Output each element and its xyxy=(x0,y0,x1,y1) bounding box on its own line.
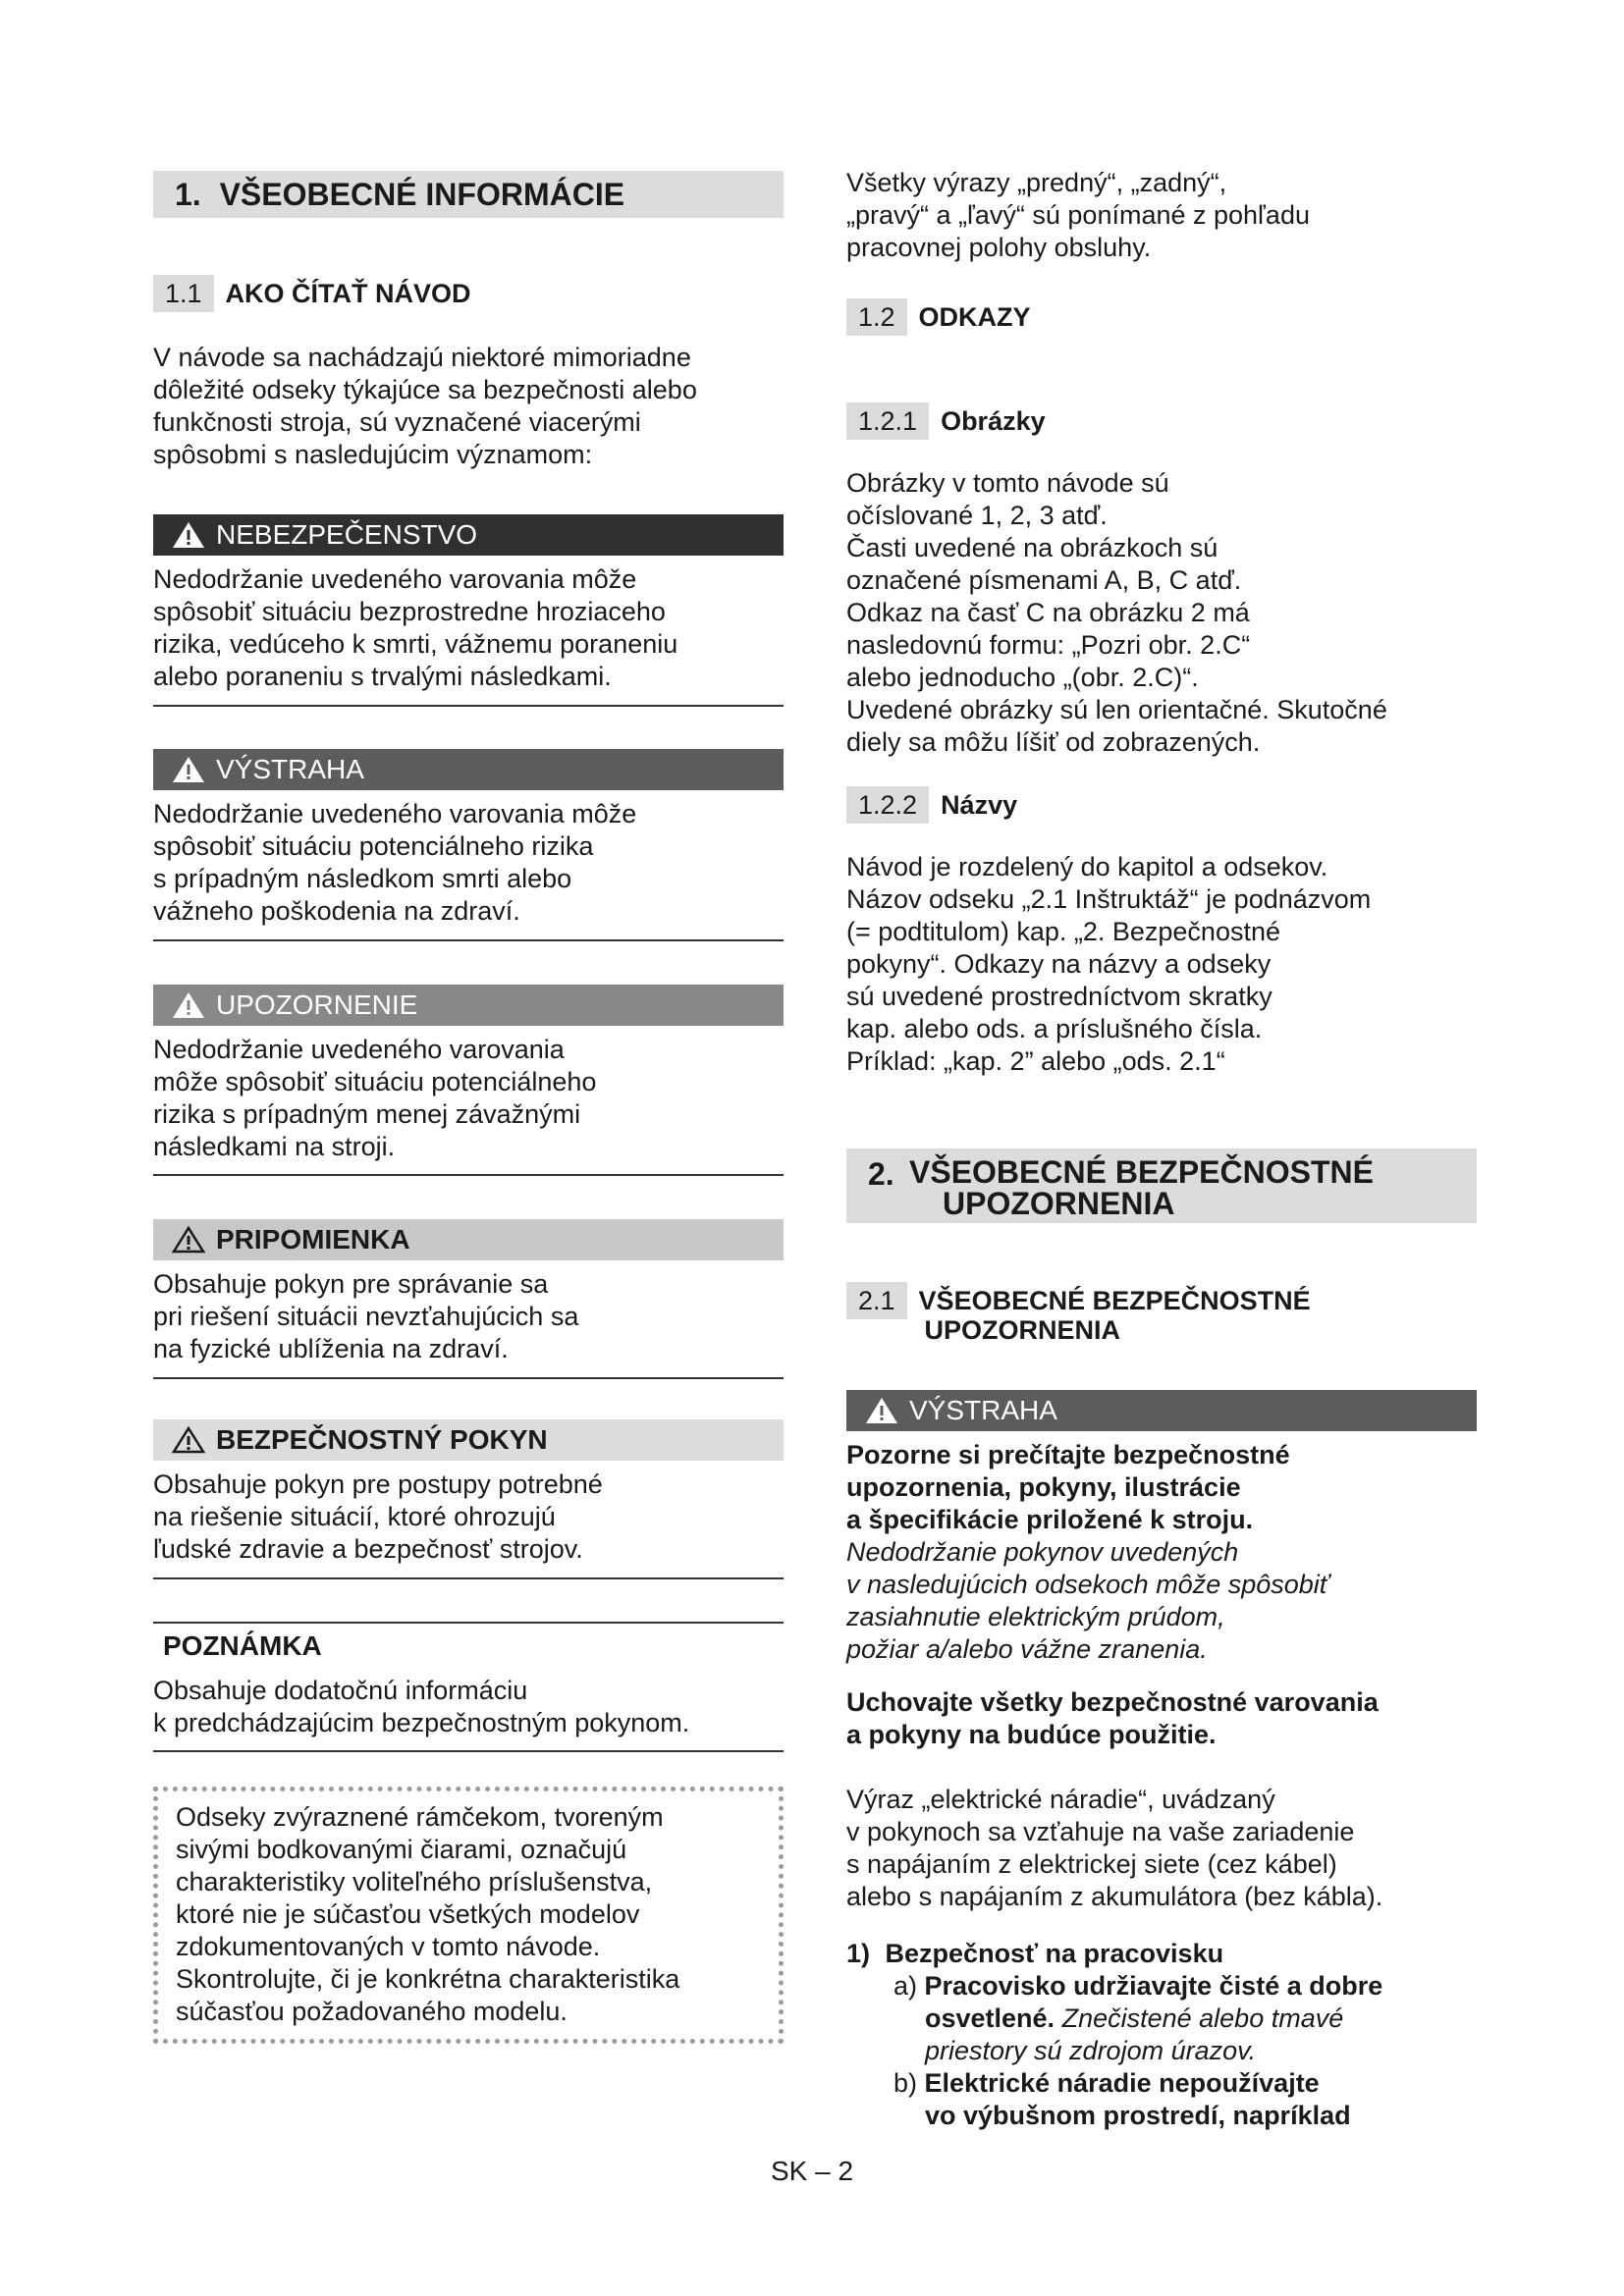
list-heading-workplace: 1) Bezpečnosť na pracovisku xyxy=(846,1939,1224,1968)
optional-feature-box: Odseky zvýraznené rámčekom, tvoreným sivými bodkovanými čiarami, označujú charakteristiky voliteľného príslušenstva, ktoré nie je súčasťou všetkých modelov zdokumentovaných v tomto návode. Skontrolujte, či je konkrétna charakteristika súčasťou požadovaného modelu. xyxy=(153,1787,784,2044)
note-text: Obsahuje pokyn pre správanie sa pri riešení situácii nevzťahujúcich sa na fyzické ublíženia na zdraví. xyxy=(153,1269,579,1363)
section-title: VŠEOBECNÉ BEZPEČNOSTNÉ xyxy=(909,1154,1374,1190)
section-number: 2. xyxy=(868,1156,894,1192)
safety-text: Obsahuje pokyn pre postupy potrebné na riešenie situácií, ktoré ohrozujú ľudské zdravie a bezpečnosť strojov. xyxy=(153,1469,603,1564)
warning-triangle-outline-icon xyxy=(171,1225,206,1255)
divider xyxy=(153,1750,784,1752)
section-number: 1.2.1 xyxy=(846,402,929,440)
section-title: VŠEOBECNÉ INFORMÁCIE xyxy=(219,177,625,212)
warning-triangle-icon xyxy=(864,1396,899,1425)
banner-label: NEBEZPEČENSTVO xyxy=(216,519,478,550)
divider xyxy=(153,939,784,941)
section-2-heading xyxy=(846,1148,1477,1223)
warning-bold-text: Pozorne si prečítajte bezpečnostné upozornenia, pokyny, ilustrácie a špecifikácie priložené k stroju. xyxy=(846,1440,1290,1534)
warning-banner xyxy=(846,1390,1477,1431)
warning-banner xyxy=(153,749,784,790)
banner-label: VÝSTRAHA xyxy=(909,1395,1057,1425)
safety-instruction-banner xyxy=(153,1419,784,1461)
warning-triangle-outline-icon xyxy=(171,1425,206,1455)
warning-text: Nedodržanie uvedeného varovania môže spôsobiť situáciu potenciálneho rizika s prípadným následkom smrti alebo vážneho poškodenia na zdraví. xyxy=(153,799,637,926)
section-number: 2.1 xyxy=(846,1282,907,1319)
section-title: ODKAZY xyxy=(918,302,1031,332)
section-2-1-heading xyxy=(846,1282,1311,1345)
intro-paragraph: V návode sa nachádzajú niektoré mimoriadne dôležité odseky týkajúce sa bezpečnosti alebo funkčnosti stroja, sú vyznačené viacerými spôsobmi s nasledujúcim významom: xyxy=(153,343,697,469)
section-1-2-heading xyxy=(846,298,1031,336)
warning-triangle-icon xyxy=(171,990,206,1020)
section-1-heading xyxy=(153,171,784,218)
section-title: VŠEOBECNÉ BEZPEČNOSTNÉ UPOZORNENIA xyxy=(918,1286,1311,1345)
section-title: Obrázky xyxy=(941,406,1046,436)
list-item-b: b) Elektrické náradie nepoužívajte vo výbušnom prostredí, napríklad xyxy=(893,2068,1351,2130)
section-title: UPOZORNENIA xyxy=(943,1186,1175,1221)
divider xyxy=(153,1622,784,1624)
note-banner xyxy=(153,1219,784,1260)
list-item-a: a) Pracovisko udržiavajte čisté a dobre osvetlené. Znečistené alebo tmavé priestory sú zdrojom úrazov. xyxy=(893,1971,1383,2065)
section-title: Názvy xyxy=(941,790,1018,820)
banner-label: VÝSTRAHA xyxy=(216,754,364,784)
section-1-2-2-heading xyxy=(846,786,1017,824)
danger-text: Nedodržanie uvedeného varovania môže spôsobiť situáciu bezprostredne hroziaceho rizika, vedúceho k smrti, vážnemu poraneniu alebo poraneniu s trvalými následkami. xyxy=(153,564,678,691)
remark-heading: POZNÁMKA xyxy=(163,1630,322,1661)
section-number: 1.2 xyxy=(846,298,907,336)
page-number: SK – 2 xyxy=(770,2156,854,2186)
section-1-2-1-heading xyxy=(846,402,1046,440)
warning-triangle-icon xyxy=(171,520,206,550)
divider xyxy=(153,705,784,707)
figures-paragraph: Obrázky v tomto návode sú očíslované 1, 2, 3 atď. Časti uvedené na obrázkoch sú označené písmenami A, B, C atď. Odkaz na časť C na obrázku 2 má nasledovnú formu: „Pozri obr. 2.C“ alebo jednoducho „(obr. 2.C)“. Uvedené obrázky sú len orientačné. Skutočné diely sa môžu líšiť od zobrazených. xyxy=(846,468,1387,757)
divider xyxy=(153,1377,784,1379)
remark-text: Obsahuje dodatočnú informáciu k predchádzajúcim bezpečnostným pokynom. xyxy=(153,1676,690,1737)
danger-banner xyxy=(153,514,784,556)
banner-label: UPOZORNENIE xyxy=(216,989,418,1020)
section-number: 1.2.2 xyxy=(846,786,929,824)
divider xyxy=(153,1174,784,1176)
caution-banner xyxy=(153,985,784,1026)
section-number: 1. xyxy=(175,177,201,212)
expressions-paragraph: Všetky výrazy „predný“, „zadný“, „pravý“ a „ľavý“ sú ponímané z pohľadu pracovnej polohy obsluhy. xyxy=(846,168,1310,262)
banner-label: PRIPOMIENKA xyxy=(216,1224,410,1255)
keep-instructions-text: Uchovajte všetky bezpečnostné varovania a pokyny na budúce použitie. xyxy=(846,1687,1379,1749)
names-paragraph: Návod je rozdelený do kapitol a odsekov. Názov odseku „2.1 Inštruktáž“ je podnázvom (= podtitulom) kap. „2. Bezpečnostné pokyny“. Odkazy na názvy a odseky sú uvedené prostredníctvom skratky kap. alebo ods. a príslušného čísla. Príklad: „kap. 2” alebo „ods. 2.1“ xyxy=(846,852,1372,1076)
banner-label: BEZPEČNOSTNÝ POKYN xyxy=(216,1424,548,1455)
section-number: 1.1 xyxy=(153,275,214,312)
section-1-1-heading xyxy=(153,275,471,312)
warning-italic-text: Nedodržanie pokynov uvedených v nasledujúcich odsekoch môže spôsobiť zasiahnutie elektrickým prúdom, požiar a/alebo vážne zranenia. xyxy=(846,1537,1329,1664)
warning-triangle-icon xyxy=(171,755,206,784)
section-title: AKO ČÍTAŤ NÁVOD xyxy=(225,279,471,308)
caution-text: Nedodržanie uvedeného varovania môže spôsobiť situáciu potenciálneho rizika s prípadným menej závažnými následkami na stroji. xyxy=(153,1035,597,1161)
divider xyxy=(153,1577,784,1579)
power-tool-definition: Výraz „elektrické náradie“, uvádzaný v pokynoch sa vzťahuje na vaše zariadenie s napájaním z elektrickej siete (cez kábel) alebo s napájaním z akumulátora (bez kábla). xyxy=(846,1785,1383,1911)
